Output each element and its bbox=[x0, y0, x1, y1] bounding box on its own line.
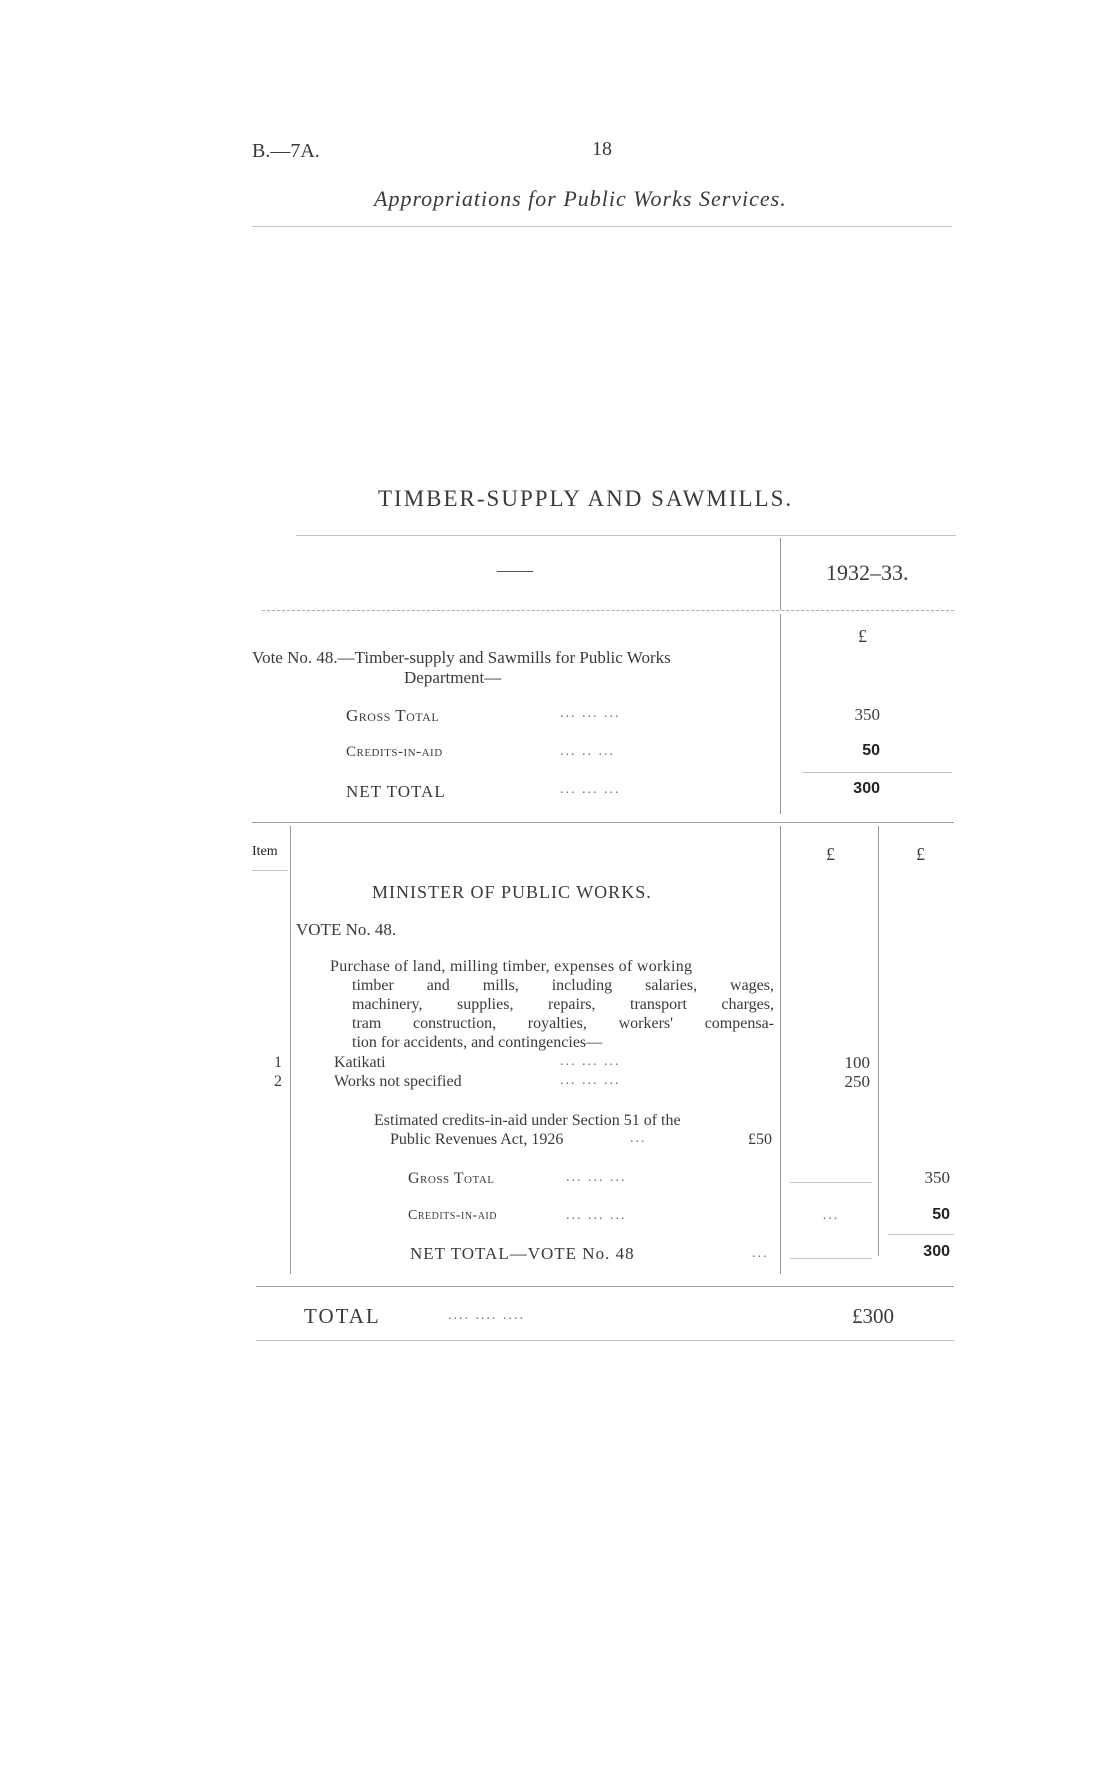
detail-credits-value: 50 bbox=[932, 1206, 950, 1223]
detail-currency-2: £ bbox=[916, 844, 925, 864]
vote-heading: VOTE No. 48. bbox=[296, 920, 397, 939]
item-dots-1: ... ... ... bbox=[560, 1054, 621, 1069]
detail-column-divider-1 bbox=[780, 826, 781, 1274]
grand-total-rule bbox=[256, 1340, 954, 1341]
estimate-dots: ... bbox=[630, 1131, 647, 1146]
item-column-divider bbox=[290, 826, 291, 1274]
detail-net-label: NET TOTAL—VOTE No. 48 bbox=[410, 1244, 635, 1263]
summary-currency: £ bbox=[858, 626, 867, 646]
summary-bottom-rule bbox=[252, 822, 954, 823]
detail-column-divider-2 bbox=[878, 826, 879, 1256]
item-value-2: 250 bbox=[844, 1072, 870, 1091]
summary-header-divider bbox=[780, 538, 781, 610]
item-label-1: Katikati bbox=[334, 1054, 386, 1071]
description-line-1: Purchase of land, milling timber, expenses of working bbox=[330, 958, 693, 975]
item-header-rule bbox=[252, 870, 288, 871]
item-number-2: 2 bbox=[274, 1073, 282, 1090]
summary-top-rule bbox=[296, 535, 956, 536]
detail-subtotal-rule bbox=[888, 1234, 954, 1235]
summary-credits-value: 50 bbox=[862, 742, 880, 759]
summary-column-divider bbox=[780, 614, 781, 814]
summary-header-dash: —— bbox=[497, 560, 533, 580]
description-line-3: machinery, supplies, repairs, transport charges, bbox=[352, 996, 774, 1013]
detail-credits-label: Credits-in-aid bbox=[408, 1208, 497, 1223]
detail-gross-value: 350 bbox=[924, 1168, 950, 1187]
summary-credits-label: Credits-in-aid bbox=[346, 744, 443, 760]
detail-gross-dots: ... ... ... bbox=[566, 1170, 627, 1185]
detail-currency-1: £ bbox=[826, 844, 835, 864]
summary-net-dots: ... ... ... bbox=[560, 782, 621, 797]
item-value-1: 100 bbox=[844, 1053, 870, 1072]
summary-gross-dots: ... ... ... bbox=[560, 706, 621, 721]
detail-net-rule bbox=[790, 1258, 872, 1259]
document-code: B.—7A. bbox=[252, 140, 320, 162]
detail-gross-label: Gross Total bbox=[408, 1170, 495, 1187]
detail-net-dots: ... bbox=[752, 1246, 769, 1261]
summary-net-value: 300 bbox=[853, 780, 880, 797]
summary-subtotal-rule bbox=[802, 772, 952, 773]
detail-gross-rule bbox=[790, 1182, 872, 1183]
item-dots-2: ... ... ... bbox=[560, 1073, 621, 1088]
detail-bottom-rule bbox=[256, 1286, 954, 1287]
section-title: TIMBER-SUPPLY AND SAWMILLS. bbox=[378, 486, 794, 511]
grand-total-label: TOTAL bbox=[304, 1304, 381, 1328]
vote-line-2: Department— bbox=[404, 668, 502, 687]
page-number: 18 bbox=[592, 138, 612, 160]
description-line-2: timber and mills, including salaries, wages, bbox=[352, 977, 774, 994]
detail-credits-mid-dots: ... bbox=[822, 1208, 840, 1223]
summary-header-rule bbox=[262, 610, 954, 611]
minister-heading: MINISTER OF PUBLIC WORKS. bbox=[372, 882, 652, 902]
description-line-5: tion for accidents, and contingencies— bbox=[352, 1034, 603, 1051]
item-label-2: Works not specified bbox=[334, 1073, 462, 1090]
item-column-header: Item bbox=[252, 844, 278, 859]
description-line-4: tram construction, royalties, workers' compensa- bbox=[352, 1015, 774, 1032]
item-number-1: 1 bbox=[274, 1054, 282, 1071]
summary-credits-dots: ... .. ... bbox=[560, 744, 615, 759]
vote-line-1: Vote No. 48.—Timber-supply and Sawmills for Public Works bbox=[252, 648, 671, 667]
grand-total-dots: .... .... .... bbox=[448, 1308, 525, 1323]
summary-year: 1932–33. bbox=[826, 560, 909, 585]
grand-total-value: £300 bbox=[852, 1304, 894, 1328]
summary-gross-label: Gross Total bbox=[346, 706, 440, 725]
header-rule bbox=[252, 226, 952, 227]
estimate-value: £50 bbox=[748, 1131, 772, 1148]
estimate-line-2: Public Revenues Act, 1926 bbox=[390, 1131, 564, 1148]
detail-credits-dots: ... ... ... bbox=[566, 1208, 627, 1223]
estimate-line-1: Estimated credits-in-aid under Section 51 of the bbox=[374, 1112, 681, 1129]
detail-net-value: 300 bbox=[923, 1243, 950, 1260]
running-title: Appropriations for Public Works Services. bbox=[374, 186, 787, 211]
summary-gross-value: 350 bbox=[854, 705, 880, 724]
summary-net-label: NET TOTAL bbox=[346, 782, 446, 801]
